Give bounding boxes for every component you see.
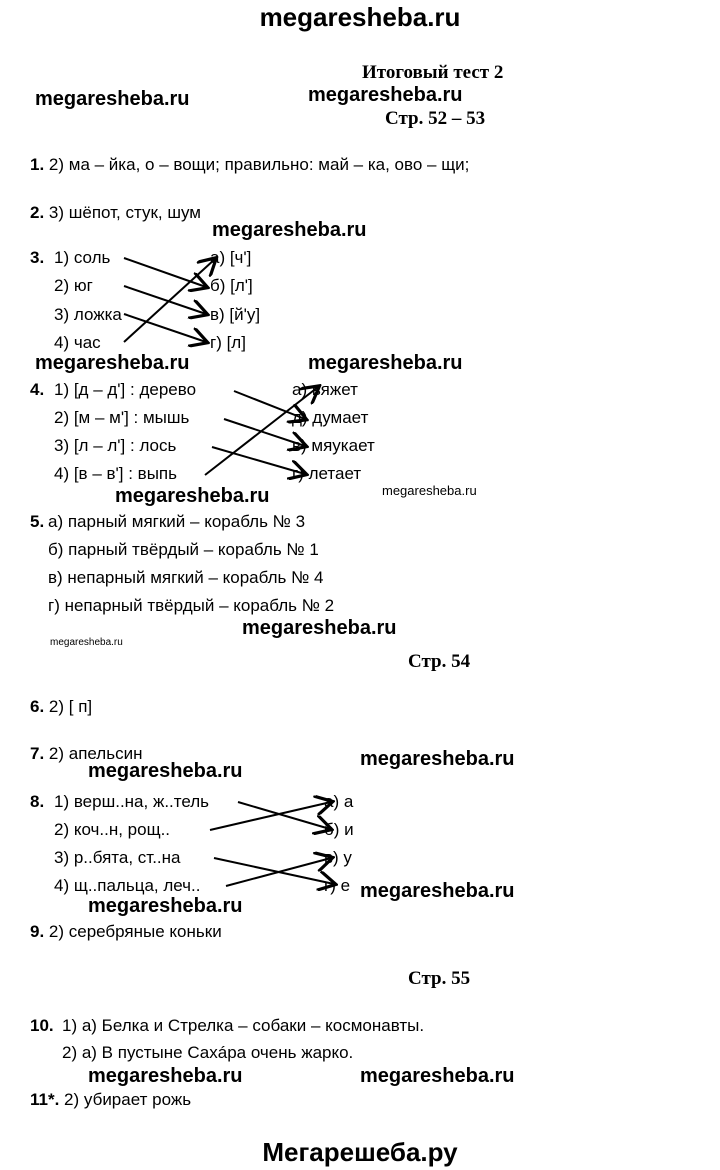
watermark: megaresheba.ru [35, 88, 190, 110]
question-3-number: 3. [30, 248, 45, 267]
question-2: 2. 3) шёпот, стук, шум [30, 203, 201, 222]
q8-left-item: 1) верш..на, ж..тель [54, 792, 210, 811]
question-6: 6. 2) [ п] [30, 697, 93, 716]
q3-right-item: г) [л] [210, 333, 246, 352]
q5-line: а) парный мягкий – корабль № 3 [48, 512, 306, 531]
q8-arrow [226, 858, 331, 886]
q5-line: в) непарный мягкий – корабль № 4 [48, 568, 324, 587]
q3-left-item: 3) ложка [54, 305, 122, 324]
q3-left-item: 4) час [54, 333, 101, 352]
q3-arrow [124, 286, 206, 314]
watermark: megaresheba.ru [382, 483, 477, 498]
q4-left-item: 2) [м – м'] : мышь [54, 408, 190, 427]
q4-right-item: а) вяжет [292, 380, 358, 399]
q4-left-item: 3) [л – л'] : лось [54, 436, 177, 455]
q3-right-item: в) [й'у] [210, 305, 261, 324]
page-ref: Стр. 55 [408, 968, 471, 989]
q4-right-item: д) думает [292, 408, 369, 427]
q8-left-item: 3) р..бята, ст..на [54, 848, 181, 867]
q8-right-item: г) е [324, 876, 351, 895]
page-ref: Стр. 54 [408, 651, 471, 672]
watermark-top: megaresheba.ru [259, 2, 461, 32]
q10-line: 1) а) Белка и Стрелка – собаки – космонавты. [62, 1016, 425, 1035]
q5-line: г) непарный твёрдый – корабль № 2 [48, 596, 335, 615]
q3-right-item: б) [л'] [210, 276, 253, 295]
question-11: 11*. 2) убирает рожь [30, 1090, 192, 1109]
watermark: megaresheba.ru [115, 485, 270, 507]
q4-arrow [224, 419, 305, 446]
question-7: 7. 2) апельсин [30, 744, 143, 763]
q4-left-item: 1) [д – д'] : дерево [54, 380, 197, 399]
watermark-bottom: Мегарешеба.ру [262, 1137, 458, 1167]
watermark: megaresheba.ru [212, 219, 367, 241]
q4-right-item: г) летает [292, 464, 362, 483]
q8-right-item: в) у [324, 848, 352, 867]
watermark: megaresheba.ru [88, 760, 243, 782]
q10-line: 2) а) В пустыне Сахáра очень жарко. [62, 1043, 354, 1062]
q4-right-item: в) мяукает [292, 436, 375, 455]
q8-right-item: а) а [324, 792, 354, 811]
watermark: megaresheba.ru [360, 880, 515, 902]
question-5-number: 5. [30, 512, 45, 531]
watermark: megaresheba.ru [360, 1065, 515, 1087]
question-1: 1. 2) ма – йка, о – вощи; правильно: май – ка, ово – щи; [30, 155, 470, 174]
q3-arrow [124, 258, 206, 287]
q3-left-item: 1) соль [54, 248, 111, 267]
watermark: megaresheba.ru [308, 84, 463, 106]
q3-left-item: 2) юг [54, 276, 93, 295]
q8-left-item: 2) коч..н, рощ.. [54, 820, 171, 839]
watermark: megaresheba.ru [88, 895, 243, 917]
question-9: 9. 2) серебряные коньки [30, 922, 222, 941]
q4-arrow [212, 447, 305, 474]
q3-arrow [124, 314, 206, 342]
q5-line: б) парный твёрдый – корабль № 1 [48, 540, 319, 559]
q3-right-item: а) [ч'] [210, 248, 252, 267]
page-title: Итоговый тест 2 [362, 62, 504, 83]
watermark: megaresheba.ru [88, 1065, 243, 1087]
watermark: megaresheba.ru [50, 637, 123, 648]
q8-left-item: 4) щ..пальца, леч.. [54, 876, 201, 895]
question-8-number: 8. [30, 792, 45, 811]
page-ref: Стр. 52 – 53 [385, 108, 486, 129]
watermark: megaresheba.ru [35, 352, 190, 374]
q4-left-item: 4) [в – в'] : выпь [54, 464, 177, 483]
question-4-number: 4. [30, 380, 45, 399]
q8-right-item: б) и [324, 820, 354, 839]
watermark: megaresheba.ru [360, 748, 515, 770]
watermark: megaresheba.ru [308, 352, 463, 374]
watermark: megaresheba.ru [242, 617, 397, 639]
question-10-number: 10. [30, 1016, 54, 1035]
q8-arrow [210, 802, 331, 830]
